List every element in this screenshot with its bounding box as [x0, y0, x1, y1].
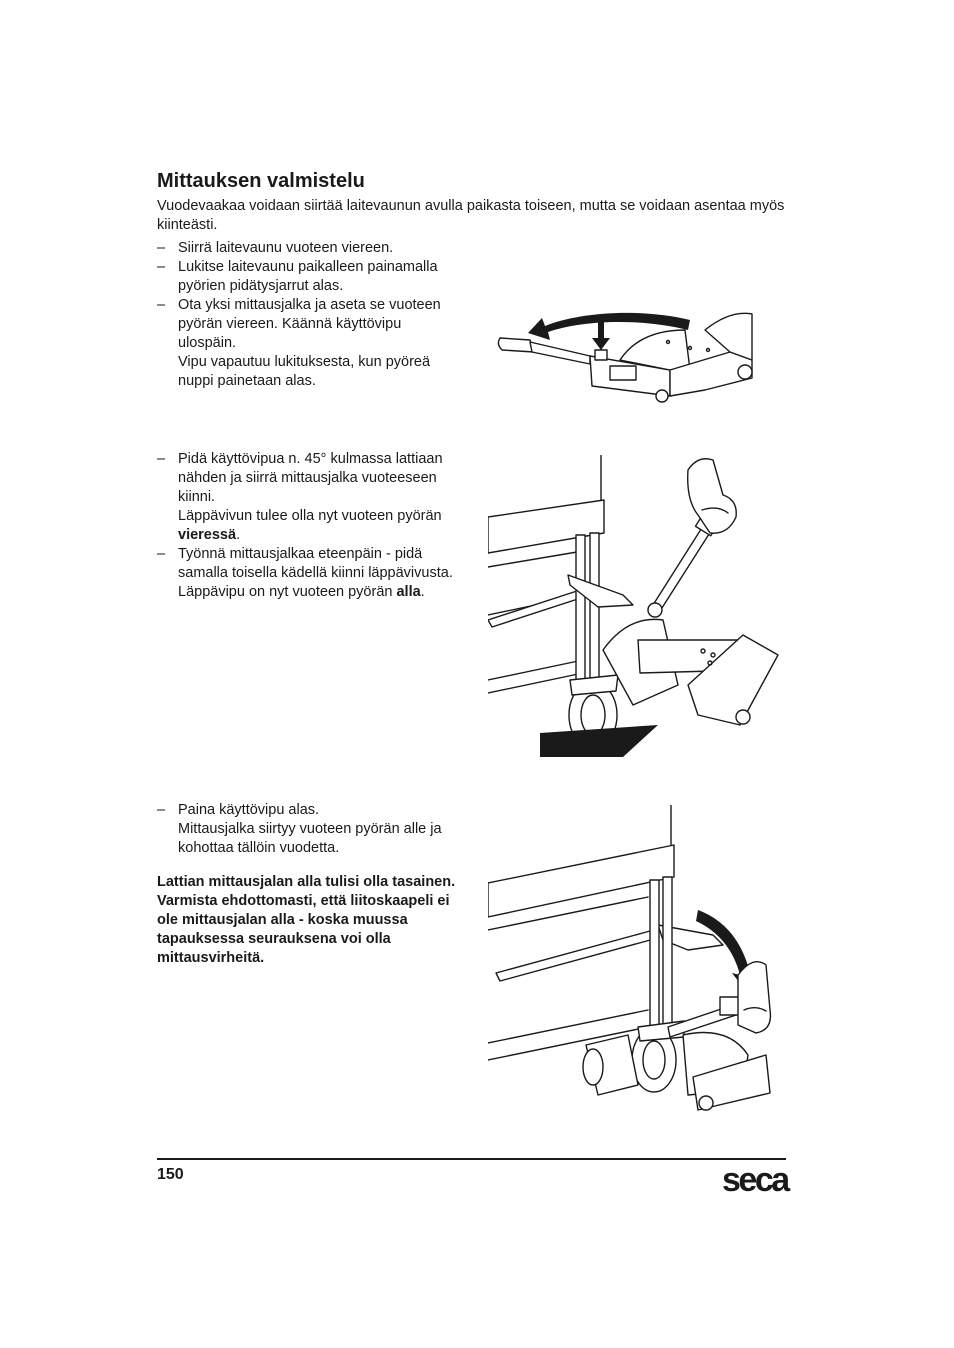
step2-note1: Läppävivun tulee olla nyt vuoteen pyörän vieressä.	[178, 508, 442, 543]
illustration-lever-down	[488, 805, 783, 1120]
brand-logo: seca	[722, 1161, 788, 1199]
list-item: – Paina käyttövipu alas.	[157, 802, 320, 818]
step2-instructions	[157, 450, 457, 602]
step2-note2: Läppävipu on nyt vuoteen pyörän alla.	[178, 584, 425, 600]
list-item: – Ota yksi mittausjalka ja aseta se vuoteen pyörän viereen. Käännä käyttövipu ulospäin.	[157, 297, 441, 351]
warning-text: Lattian mittausjalan alla tulisi olla tasainen. Varmista ehdottomasti, että liitoskaapeli ei ole mittausjalan alla - koska muussa tapauksessa seurauksena voi olla mittausvirheitä.	[157, 874, 456, 966]
step3-instructions	[157, 801, 457, 858]
illustration-lever-swing	[490, 300, 780, 415]
step1-note: Vipu vapautuu lukituksesta, kun pyöreä nuppi painetaan alas.	[178, 354, 431, 389]
intro-paragraph: Vuodevaakaa voidaan siirtää laitevaunun avulla paikasta toiseen, mutta se voidaan asentaa myös kiinteästi.	[157, 198, 785, 233]
list-item: – Lukitse laitevaunu paikalleen painamalla pyörien pidätysjarrut alas.	[157, 259, 438, 294]
list-item: – Pidä käyttövipua n. 45° kulmassa lattiaan nähden ja siirrä mittausjalka vuoteeseen kiinni.	[157, 451, 443, 505]
page-title: Mittauksen valmistelu	[157, 170, 365, 192]
illustration-lever-45deg	[488, 455, 783, 757]
page-number: 150	[157, 1166, 184, 1183]
footer-rule	[157, 1158, 786, 1160]
list-item: – Työnnä mittausjalkaa eteenpäin - pidä samalla toisella kädellä kiinni läppävivusta.	[157, 546, 453, 581]
step1-instructions	[157, 239, 457, 391]
list-item: – Siirrä laitevaunu vuoteen viereen.	[157, 240, 394, 256]
press-arrow-icon	[592, 322, 610, 350]
step3-note: Mittausjalka siirtyy vuoteen pyörän alle ja kohottaa tällöin vuodetta.	[178, 821, 442, 856]
